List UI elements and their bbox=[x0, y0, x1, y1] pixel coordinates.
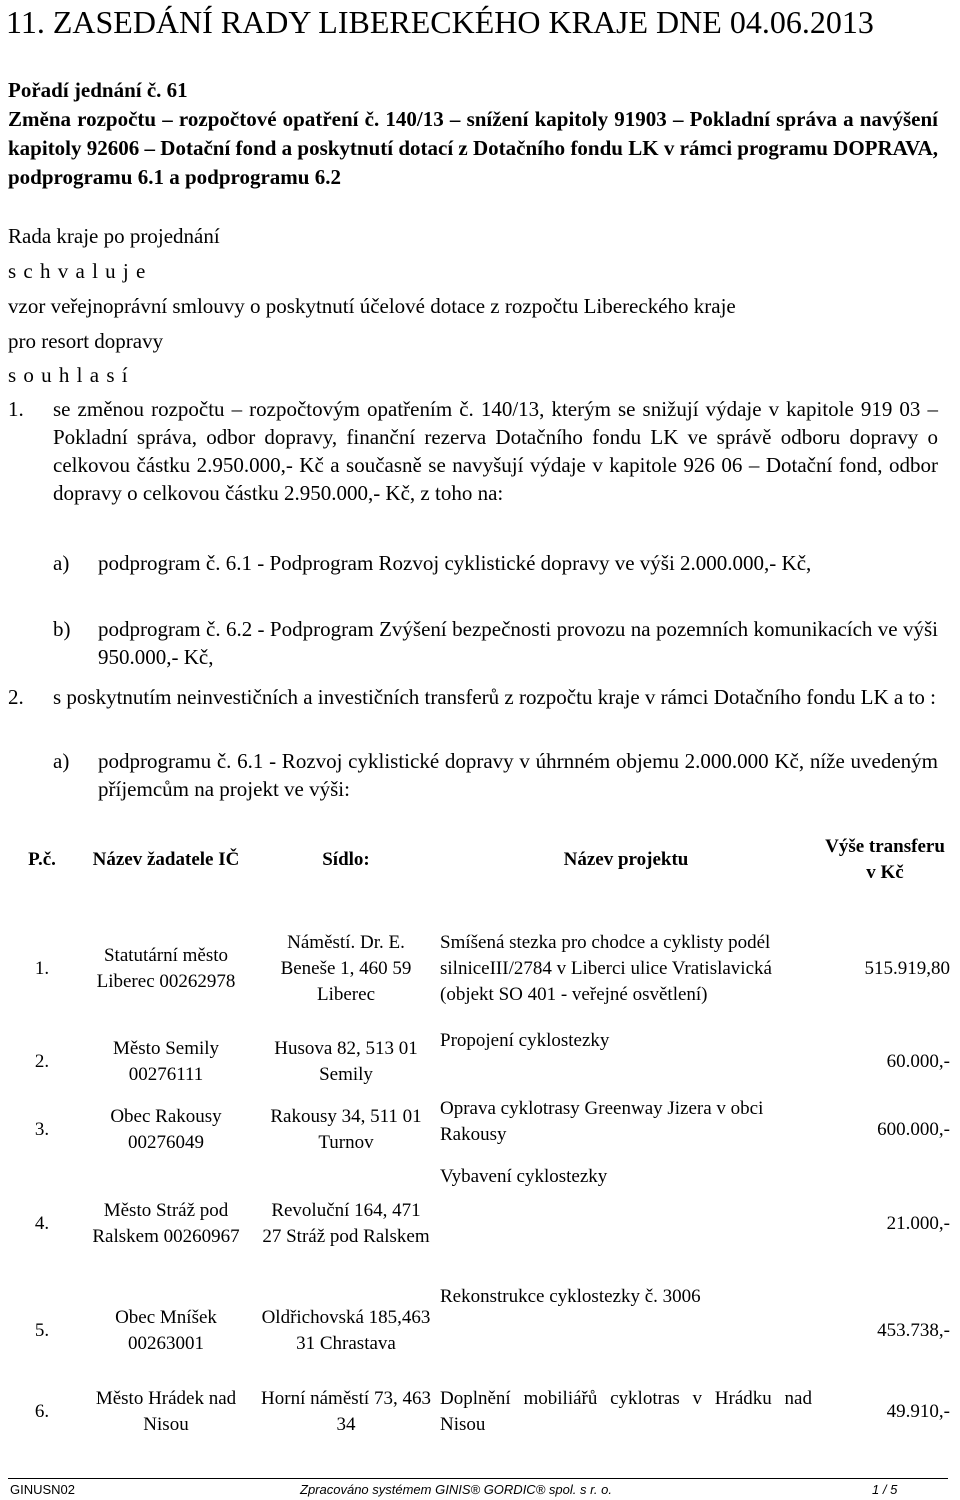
col-header-amount: Výše transferu v Kč bbox=[825, 836, 945, 883]
item-1a-text: podprogram č. 6.1 - Podprogram Rozvoj cyklistické dopravy ve výši 2.000.000,- Kč, bbox=[98, 551, 812, 575]
cell-no: 5. bbox=[34, 1320, 50, 1341]
item-1b-label: b) bbox=[53, 617, 71, 641]
agenda-number: Pořadí jednání č. 61 bbox=[8, 78, 188, 102]
approves-text-line1: vzor veřejnoprávní smlouvy o poskytnutí účelové dotace z rozpočtu Libereckého kraje bbox=[8, 294, 736, 318]
cell-name: Obec Mníšek 00263001 bbox=[115, 1307, 217, 1354]
intro-text: Rada kraje po projednání bbox=[8, 224, 220, 248]
cell-no: 3. bbox=[34, 1119, 50, 1140]
item-1a-label: a) bbox=[53, 551, 70, 575]
item-2-text: s poskytnutím neinvestičních a investičních transferů z rozpočtu kraje v rámci Dotačního fondu LK a to : bbox=[53, 685, 936, 709]
table-row bbox=[8, 1096, 954, 1164]
table-header-row bbox=[8, 810, 954, 910]
subject-heading: Změna rozpočtu – rozpočtové opatření č. 140/13 – snížení kapitoly 91903 – Pokladní správa a navýšení kapitoly 92606 – Dotační fond a poskytnutí dotací z Dotačního fondu LK v rámci programu DOPRAVA, podprogramu 6.1 a podprogramu 6.2 bbox=[8, 107, 938, 189]
cell-amount: 49.910,- bbox=[886, 1401, 950, 1422]
agrees-label: s o u h l a s í bbox=[8, 363, 129, 387]
cell-seat: Oldřichovská 185,463 31 Chrastava bbox=[261, 1307, 431, 1354]
col-header-no: P.č. bbox=[28, 849, 56, 870]
cell-seat: Horní náměstí 73, 463 34 bbox=[261, 1388, 431, 1435]
footer-code: GINUSN02 bbox=[10, 1482, 76, 1497]
cell-amount: 21.000,- bbox=[886, 1213, 950, 1234]
cell-project: Propojení cyklostezky bbox=[440, 1030, 610, 1051]
col-header-seat: Sídlo: bbox=[322, 849, 370, 870]
cell-amount: 515.919,80 bbox=[864, 958, 950, 979]
item-2a bbox=[53, 747, 938, 807]
cell-amount: 60.000,- bbox=[886, 1051, 950, 1072]
table-row bbox=[8, 1164, 954, 1284]
cell-name: Město Hrádek nad Nisou bbox=[95, 1388, 237, 1435]
table-row bbox=[8, 910, 954, 1028]
cell-no: 1. bbox=[34, 958, 50, 979]
cell-seat: Náměstí. Dr. E. Beneše 1, 460 59 Liberec bbox=[280, 932, 412, 1005]
col-header-project: Název projektu bbox=[563, 849, 689, 870]
col-header-name: Název žadatele IČ bbox=[92, 849, 240, 870]
cell-no: 4. bbox=[34, 1213, 50, 1234]
footer-system: Zpracováno systémem GINIS® GORDIC® spol. s r. o. bbox=[300, 1482, 612, 1497]
approves-text-line2: pro resort dopravy bbox=[8, 329, 164, 353]
grants-table bbox=[8, 810, 954, 1446]
cell-name: Město Semily 00276111 bbox=[112, 1038, 220, 1085]
cell-project: Rekonstrukce cyklostezky č. 3006 bbox=[440, 1286, 701, 1307]
cell-amount: 600.000,- bbox=[877, 1119, 950, 1140]
item-1-number: 1. bbox=[8, 397, 24, 421]
item-2-number: 2. bbox=[8, 685, 24, 709]
cell-name: Obec Rakousy 00276049 bbox=[110, 1106, 222, 1153]
approves-label: s c h v a l u j e bbox=[8, 259, 147, 283]
table-row bbox=[8, 1284, 954, 1378]
page-title: 11. ZASEDÁNÍ RADY LIBERECKÉHO KRAJE DNE 04.06.2013 bbox=[6, 4, 874, 40]
cell-project: Vybavení cyklostezky bbox=[440, 1166, 608, 1187]
item-2 bbox=[8, 683, 938, 743]
cell-seat: Husova 82, 513 01 Semily bbox=[274, 1038, 418, 1085]
cell-seat: Rakousy 34, 511 01 Turnov bbox=[270, 1106, 422, 1153]
cell-amount: 453.738,- bbox=[877, 1320, 950, 1341]
item-1a bbox=[53, 549, 938, 609]
cell-project: Oprava cyklotrasy Greenway Jizera v obci Rakousy bbox=[440, 1098, 764, 1145]
table-row bbox=[8, 1378, 954, 1446]
item-2a-text: podprogramu č. 6.1 - Rozvoj cyklistické dopravy v úhrnném objemu 2.000.000 Kč, níže uvedeným příjemcům na projekt ve výši: bbox=[98, 749, 938, 801]
cell-no: 2. bbox=[34, 1051, 50, 1072]
item-2a-label: a) bbox=[53, 749, 70, 773]
item-1b-text: podprogram č. 6.2 - Podprogram Zvýšení bezpečnosti provozu na pozemních komunikacích ve výši 950.000,- Kč, bbox=[98, 617, 938, 669]
cell-project: Doplnění mobiliářů cyklotras v Hrádku nad Nisou bbox=[440, 1388, 812, 1435]
cell-seat: Revoluční 164, 471 27 Stráž pod Ralskem bbox=[262, 1200, 430, 1247]
item-1-text: se změnou rozpočtu – rozpočtovým opatřením č. 140/13, kterým se snižují výdaje v kapitole 919 03 – Pokladní správa, odbor dopravy, finanční rezerva Dotačního fondu LK ve správě odboru dopravy o celkovou částku 2.950.000,- Kč a současně se navyšují výdaje v kapitole 926 06 – Dotační fond, odbor dopravy o celkovou částku 2.950.000,- Kč, z toho na: bbox=[53, 397, 938, 505]
table-row bbox=[8, 1028, 954, 1096]
cell-name: Statutární město Liberec 00262978 bbox=[96, 945, 236, 992]
footer-page: 1 / 5 bbox=[872, 1482, 898, 1497]
cell-no: 6. bbox=[34, 1401, 50, 1422]
item-1 bbox=[8, 395, 938, 535]
cell-project: Smíšená stezka pro chodce a cyklisty podél silniceIII/2784 v Liberci ulice Vratislavická (objekt SO 401 - veřejné osvětlení) bbox=[440, 932, 772, 1005]
footer-divider bbox=[8, 1478, 948, 1479]
cell-name: Město Stráž pod Ralskem 00260967 bbox=[92, 1200, 240, 1247]
item-1b bbox=[53, 615, 938, 675]
